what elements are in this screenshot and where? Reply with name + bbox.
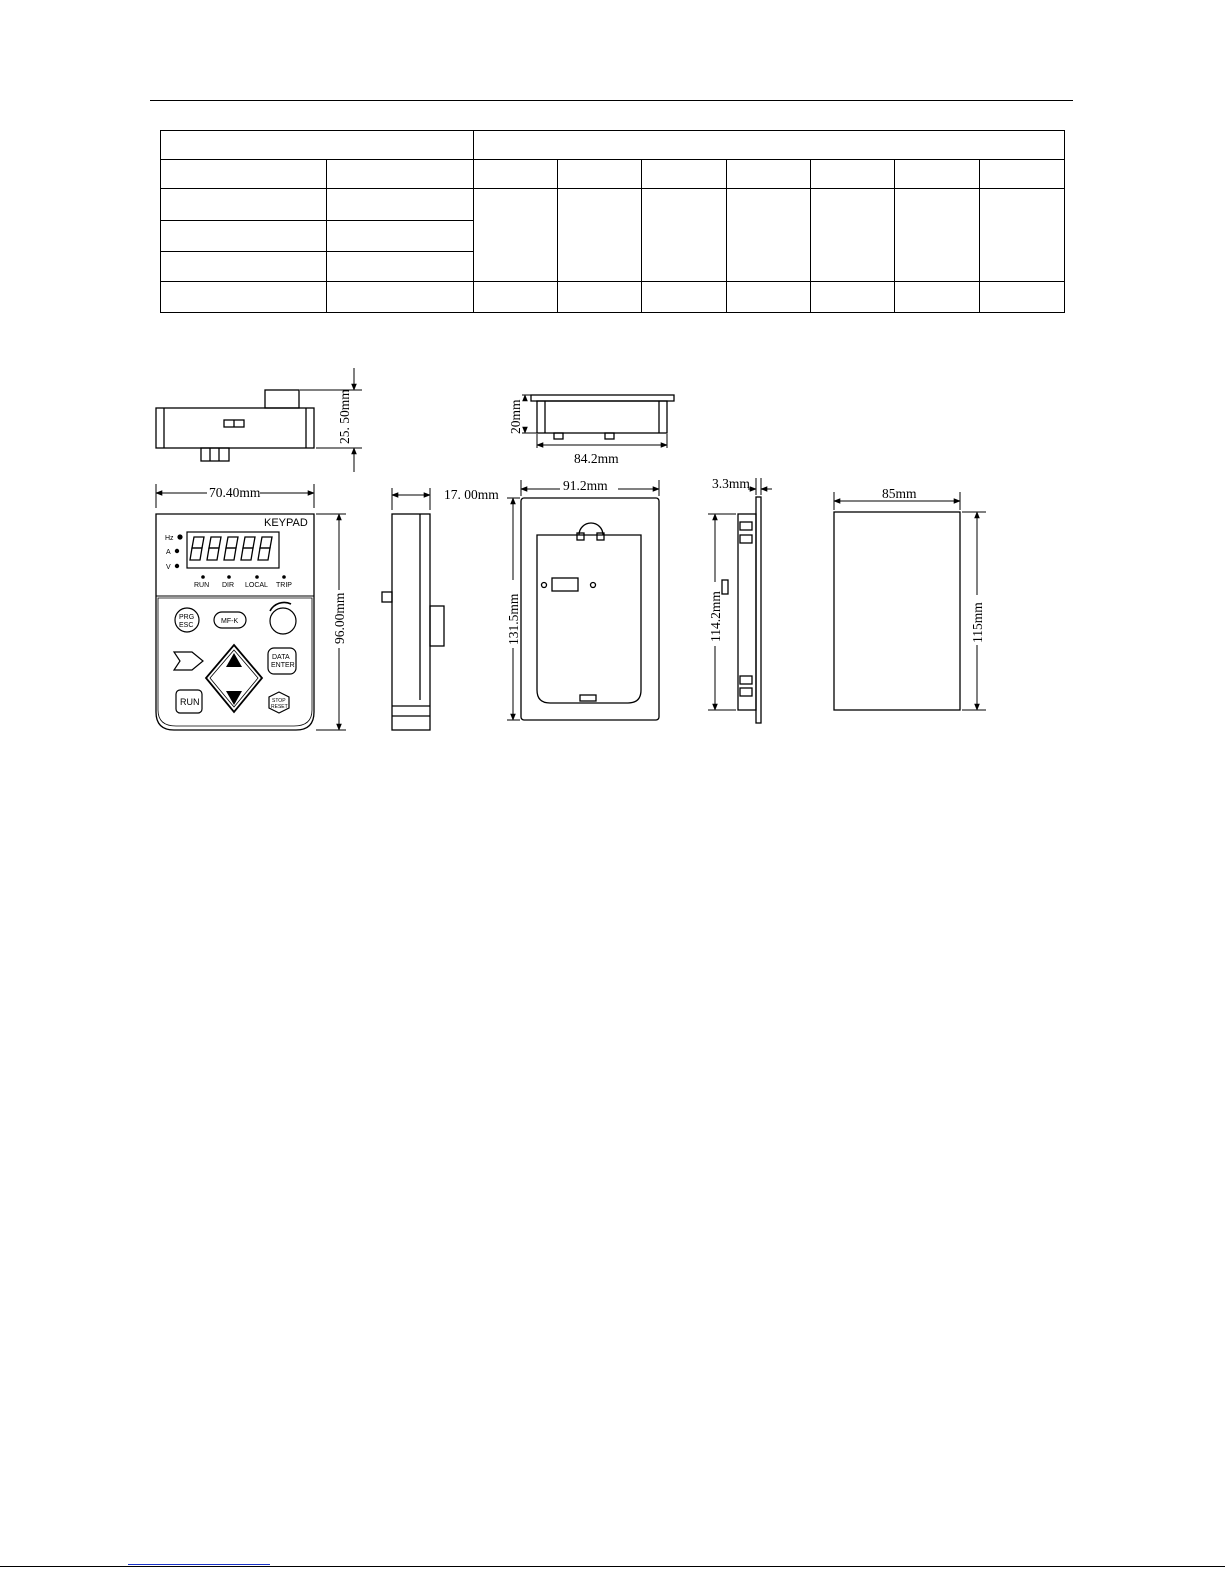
dim-bracket-side-height: 114.2mm [708,591,723,642]
dim-bracket-height: 131.5mm [506,593,521,645]
dim-mount-width: 84.2mm [574,451,619,466]
bracket-front-view [507,480,659,720]
dim-keypad-height: 96.00mm [332,592,347,644]
panel-cutout-view [834,492,986,710]
keypad-front-view [156,484,346,730]
led-v-label: V [166,564,171,571]
keypad-display-text [190,561,193,563]
dim-top-height: 25. 50mm [337,389,352,444]
reset-button-label: RESET [271,704,288,710]
footer-rule [0,1566,1225,1567]
led-dir-label: DIR [222,582,235,589]
led-hz-label: Hz [165,535,174,542]
keypad-side-view [382,488,444,730]
dim-keypad-width: 70.40mm [209,485,261,500]
dim-mount-depth: 20mm [508,399,523,434]
enter-button-label: ENTER [271,662,295,669]
keypad-top-view [156,368,362,472]
mfk-button-label: MF-K [221,618,239,625]
mount-plate-top-view [522,395,674,448]
led-a-label: A [166,549,171,556]
footer-link-underline[interactable] [128,1564,270,1565]
prg-button-label: PRG [179,614,195,621]
dim-cutout-width: 85mm [882,486,917,501]
data-button-label: DATA [272,654,290,661]
dim-bracket-width: 91.2mm [563,478,608,493]
dim-bracket-thickness: 3.3mm [712,476,750,491]
esc-button-label: ESC [179,622,194,629]
dim-cutout-height: 115mm [970,602,985,643]
run-button-label: RUN [180,697,200,707]
led-local-label: LOCAL [245,582,268,589]
led-trip-label: TRIP [276,582,292,589]
stop-button-label: STOP [272,698,286,704]
keypad-title: KEYPAD [264,517,308,529]
led-run-label: RUN [194,582,210,589]
dim-side-depth: 17. 00mm [444,487,499,502]
